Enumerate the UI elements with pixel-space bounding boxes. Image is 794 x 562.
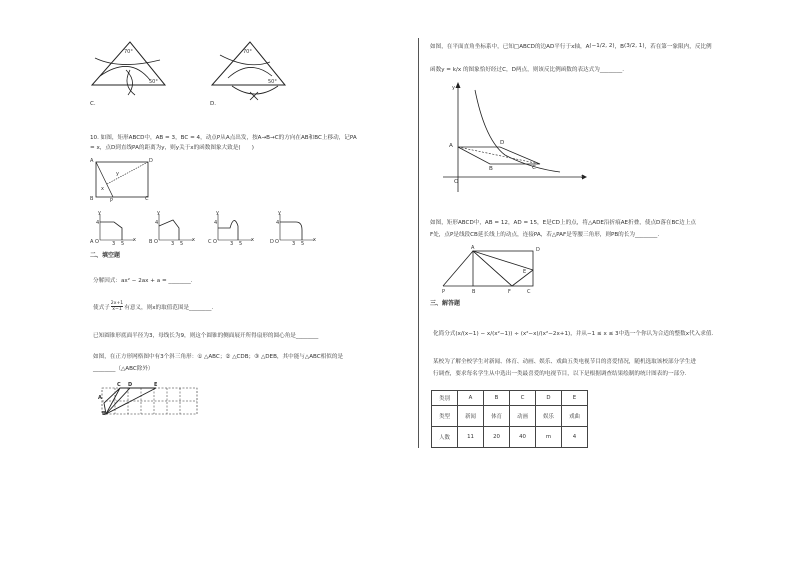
q10-b-x: x [192,237,195,243]
table-row [432,406,588,427]
q10-d-t1: 3 [292,241,296,247]
q15-fig-c: C [532,165,536,171]
table-row [432,427,588,448]
q17-text: 化简分式(x/(x−1) − x/(x²−1)) ÷ (x²−x)/(x²−2x+1)，并从−1 ≤ x ≤ 3中选一个你认为合适的整数x代入求值. [433,331,714,337]
q15-fig-y: y [452,85,455,91]
q16-fig-b: B [472,289,476,295]
q10-fig-y: y [116,171,119,177]
q15-point-b: (3/2, 1) [624,43,645,49]
q10-fig-b: B [90,196,94,202]
q10-c-4: 4 [214,220,218,226]
table-cell: 动画 [510,406,536,427]
table-cell: D [536,391,562,406]
table-cell: A [458,391,484,406]
q9-c-angle-base: 50° [149,79,158,85]
q15-fig-a: A [449,143,453,149]
q16-line1: 如图，矩形ABCD中，AB = 12，AD = 15，E是CD上的点，将△ADE沿折痕AE折叠，使点D落在BC边上点 [430,220,696,226]
q10-b-o: O [154,239,158,245]
q15-line1-suffix: ，若在第一象限内，反比例 [644,44,712,50]
q11-text: 分解因式：ax² − 2ax + a = ________. [93,278,193,284]
survey-table [431,390,588,448]
q10-graph-b [155,212,195,242]
q10-d-4: 4 [276,220,280,226]
q10-b-4: 4 [155,220,159,226]
q10-rectangle-figure [93,158,153,203]
q10-a-t2: 5 [121,241,125,247]
table-cell: 娱乐 [536,406,562,427]
q10-a-t1: 3 [112,241,116,247]
q12-suffix: 有意义，则x的取值范围是________. [124,304,214,311]
q12-numerator: 2x+1 [110,301,124,306]
q10-fig-a: A [90,158,94,164]
q15-point-a: (−1/2, 2) [589,43,615,49]
table-cell: 类型 [432,406,458,427]
table-row [432,391,588,406]
q15-line1 [430,42,712,50]
table-cell: 11 [458,427,484,448]
q15-coordinate-figure [440,80,590,195]
q16-fig-d: D [536,247,540,253]
q9-c-angle-top: 70° [124,49,133,55]
column-divider [418,38,419,448]
q18-line2: 行调查，要求每名学生从中选出一类最喜爱的电视节目，以下是根据调查结果绘制的统计图表的一部分. [433,371,687,377]
table-cell: 20 [484,427,510,448]
q12-denominator: x−1 [112,307,122,312]
section-2-heading: 二、填空题 [90,252,121,259]
q15-fig-o: O [454,179,459,185]
q16-fig-e: E [523,269,527,275]
q10-d-t2: 5 [301,241,305,247]
table-cell: 新闻 [458,406,484,427]
q16-fig-a: A [471,245,475,251]
q10-graph-c [214,212,254,242]
q10-a-y: y [98,210,101,216]
q15-line1-prefix: 如图，在平面直角坐标系中，已知□ABCD的边AD平行于x轴，A [430,44,590,50]
q16-line2: F处，点P是线段CB延长线上的动点，连接PA，若△PAF是等腰三角形，则PB的长为________. [430,232,660,238]
q10-graph-a [96,212,136,242]
q10-a-x: x [133,237,136,243]
q10-a-4: 4 [96,220,100,226]
q15-line1-mid: ，B [614,44,625,50]
q9-option-c-label: C. [90,101,96,107]
table-cell: 人数 [432,427,458,448]
q14-text-line1: 如图，在正方形网格图中有3个斜三角形：① △ABC；② △CDB；③ △DEB，其中能与△ABC相似的是 [93,354,344,360]
q9-d-angle-base: 50° [268,79,277,85]
table-cell: m [536,427,562,448]
q10-fig-d: D [149,158,153,164]
q14-grid-figure [100,385,200,417]
q15-fig-x: x [581,174,584,180]
q16-fig-c: C [527,289,531,295]
q9-d-angle-top: 70° [243,49,252,55]
q14-fig-b: B [102,411,106,417]
q13-text: 已知圆锥形底面半径为3，母线长为9，则这个圆锥的侧面展开所得扇形的圆心角是________ [93,333,319,339]
q10-b-y: y [157,210,160,216]
q10-c-x: x [251,237,254,243]
table-cell: C [510,391,536,406]
q14-fig-a: A [98,395,102,401]
q10-b-t1: 3 [171,241,175,247]
q10-fig-x: x [101,186,104,192]
q10-fig-c: C [145,196,149,202]
q18-line1: 某校为了解全校学生对新闻、体育、动画、娱乐、戏曲五类电视节目的喜爱情况，随机选取该校部分学生进 [433,359,696,365]
q12-row [93,301,213,312]
q16-fig-p: P [442,289,446,295]
q10-b-t2: 5 [180,241,184,247]
q10-d-y: y [278,210,281,216]
q10-c-t2: 5 [239,241,243,247]
table-cell: E [562,391,588,406]
q10-c-t1: 3 [230,241,234,247]
q10-d-x: x [313,237,316,243]
table-cell: 体育 [484,406,510,427]
q10-fig-p: P [110,198,114,204]
q15-fig-b: B [489,166,493,172]
q14-text-line2: ________（△ABC除外） [93,366,154,372]
q10-option-b-label: B [149,239,153,245]
table-cell: B [484,391,510,406]
q12-fraction [111,301,123,312]
q10-d-o: O [275,239,279,245]
q16-fig-f: F [508,289,511,295]
q10-text-line1: 10. 如图，矩形ABCD中，AB = 3，BC = 4，动点P从A点出发，按A→B→C的方向在AB和BC上移动，记PA [90,135,357,141]
table-cell: 戏曲 [562,406,588,427]
section-3-heading: 三、解答题 [430,300,461,307]
q10-text-line2: = x，点D到直线PA的距离为y，则y关于x的函数图象大致是( ) [90,145,254,151]
table-cell: 类别 [432,391,458,406]
q10-c-o: O [213,239,217,245]
q10-c-y: y [216,210,219,216]
q9-option-d-label: D. [210,101,217,107]
q12-prefix: 使式子 [93,304,110,311]
q14-fig-d: D [128,382,133,388]
q14-fig-e: E [154,382,158,388]
q15-line2: 函数y = k/x 的图象恰好经过C，D两点，则该反比例函数的表达式为________. [430,67,624,73]
q10-option-a-label: A [90,239,94,245]
q10-option-d-label: D [270,239,274,245]
q14-fig-c: C [117,382,121,388]
table-cell: 4 [562,427,588,448]
q15-fig-d: D [500,140,505,146]
q10-option-c-label: C [208,239,212,245]
q10-graph-d [276,212,316,242]
q10-a-o: O [95,239,99,245]
table-cell: 40 [510,427,536,448]
